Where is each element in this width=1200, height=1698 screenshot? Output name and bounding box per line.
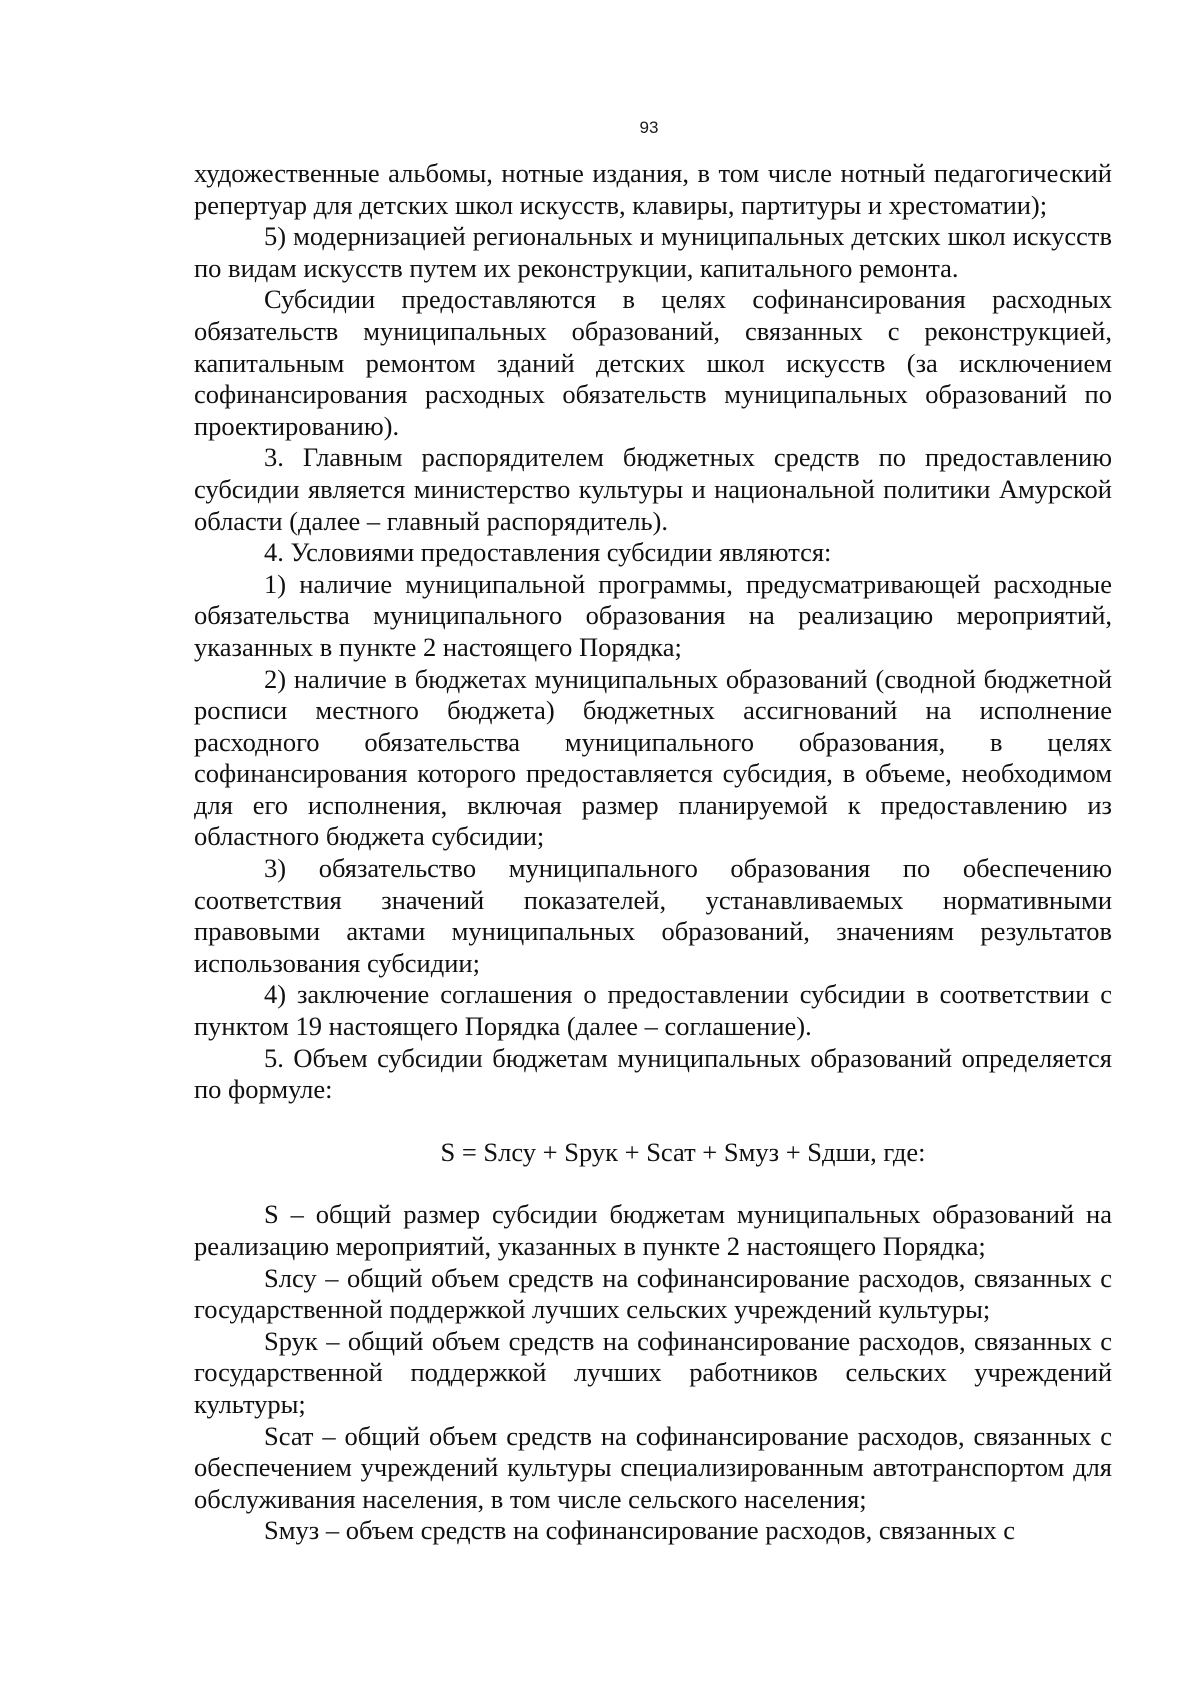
paragraph-def-sruk: Sрук – общий объем средств на софинансирование расходов, связанных с государственной поддержкой лучших работников сельских учреждений культуры; (194, 1325, 1112, 1419)
document-body (194, 158, 1112, 1547)
paragraph-item-5: 5) модернизацией региональных и муниципальных детских школ искусств по видам искусств путем их реконструкции, капитального ремонта. (194, 221, 1112, 283)
paragraph-subsidy-purpose: Субсидии предоставляются в целях софинансирования расходных обязательств муниципальных образований, связанных с реконструкцией, капитальным ремонтом зданий детских школ искусств (за исключением софинансирования расходных обязательств муниципальных образований по проектированию). (194, 284, 1112, 441)
paragraph-condition-4: 4) заключение соглашения о предоставлении субсидии в соответствии с пунктом 19 настоящего Порядка (далее – соглашение). (194, 979, 1112, 1042)
paragraph-def-slsu: Sлсу – общий объем средств на софинансирование расходов, связанных с государственной поддержкой лучших сельских учреждений культуры; (194, 1262, 1112, 1325)
paragraph-condition-3: 3) обязательство муниципального образования по обеспечению соответствия значений показателей, устанавливаемых нормативными правовыми актами муниципальных образований, значениям результатов использования субсидии; (194, 853, 1112, 978)
paragraph-def-ssat: Sсат – общий объем средств на софинансирование расходов, связанных с обеспечением учреждений культуры специализированным автотранспортом для обслуживания населения, в том числе сельского населения; (194, 1420, 1112, 1514)
paragraph-section-5: 5. Объем субсидии бюджетам муниципальных образований определяется по формуле: (194, 1042, 1112, 1105)
paragraph-condition-2: 2) наличие в бюджетах муниципальных образований (сводной бюджетной росписи местного бюджета) бюджетных ассигнований на исполнение расходного обязательства муниципального образования, в целях софинансирования которого предоставляется субсидия, в объеме, необходимом для его исполнения, включая размер планируемой к предоставлению из областного бюджета субсидии; (194, 663, 1112, 852)
page-number: 93 (639, 118, 659, 137)
paragraph-section-3: 3. Главным распорядителем бюджетных средств по предоставлению субсидии является министерство культуры и национальной политики Амурской области (далее – главный распорядитель). (194, 442, 1112, 536)
paragraph-def-s: S – общий размер субсидии бюджетам муниципальных образований на реализацию мероприятий, указанных в пункте 2 настоящего Порядка; (194, 1199, 1112, 1261)
paragraph-def-smuz: Sмуз – объем средств на софинансирование расходов, связанных с (264, 1515, 1016, 1546)
paragraph-condition-1: 1) наличие муниципальной программы, предусматривающей расходные обязательства муниципального образования на реализацию мероприятий, указанных в пункте 2 настоящего Порядка; (194, 568, 1112, 662)
subsidy-formula: S = Sлсу + Sрук + Sсат + Sмуз + Sдши, где: (440, 1136, 926, 1167)
paragraph-continuation: художественные альбомы, нотные издания, в том числе нотный педагогический репертуар для детских школ искусств, клавиры, партитуры и хрестоматии); (194, 158, 1112, 220)
paragraph-section-4: 4. Условиями предоставления субсидии являются: (264, 537, 832, 568)
